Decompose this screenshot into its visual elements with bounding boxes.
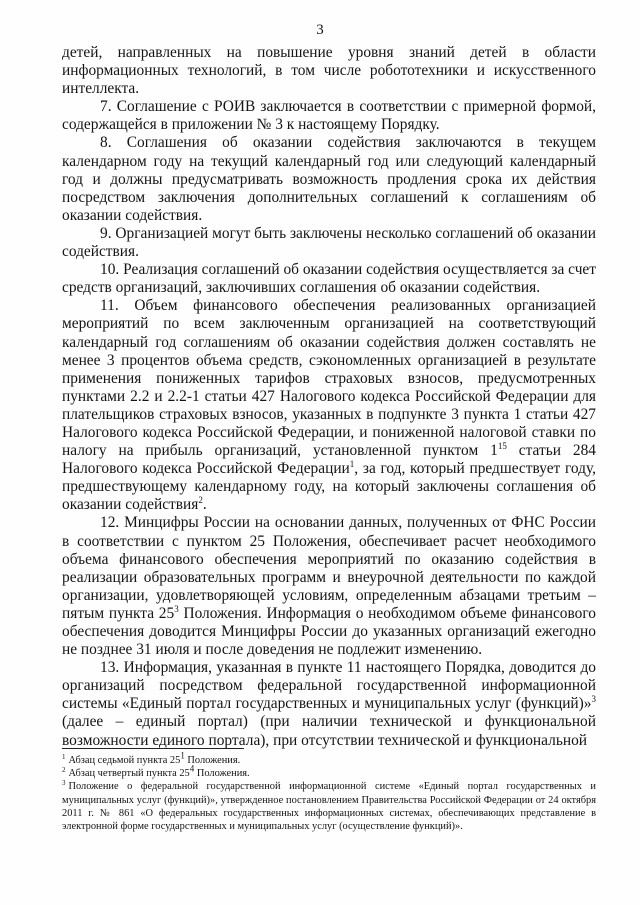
footnote-2-mark: 2 (62, 765, 66, 774)
footnote-1-text-2: Положения. (184, 755, 241, 766)
footnote-1 (62, 750, 596, 767)
footnote-ref-2: 2 (198, 495, 203, 506)
paragraph-13 (62, 659, 596, 749)
paragraph-13-text-1: 13. Информация, указанная в пункте 11 настоящего Порядка, доводится до организаций посредством федеральной государственной информационной системы «Единый портал государственных и муниципальных услуг (функций)» (62, 659, 596, 713)
paragraph-11 (62, 297, 596, 514)
paragraph-12-text-2: Положения. Информация о необходимом объеме финансового обеспечения доводится Минцифры России до указанных организаций ежегодно не позднее 31 июля и после доведения не подлежит изменению. (62, 604, 596, 659)
footnote-ref-3: 3 (591, 694, 596, 705)
footnote-2-text-1: Абзац четвертый пункта 25 (68, 768, 190, 780)
footnote-ref-1: 1 (349, 459, 355, 470)
footnote-1-sup: 1 (180, 750, 185, 761)
paragraph-6-continuation: детей, направленных на повышение уровня знаний детей в области информационных технологий, в том числе робототехники и искусственного интеллекта. (62, 44, 596, 98)
paragraph-11-text-2: статьи 284 Налогового кодекса Российской Федерации (62, 442, 596, 478)
footnote-2-text-2: Положения. (194, 768, 250, 780)
superscript-3-point-25: 3 (174, 603, 179, 614)
footnote-3 (62, 780, 596, 833)
footnote-2-sup: 4 (189, 763, 195, 774)
document-body (62, 44, 596, 750)
paragraph-13-text-2: (далее – единый портал) (при наличии технической и функциональной возможности единого портала), при отсутствии технической и функциональной (62, 713, 596, 749)
footnote-3-mark: 3 (62, 778, 66, 787)
paragraph-11-text-4: . (202, 496, 207, 514)
footnote-2 (62, 763, 596, 780)
paragraph-9: 9. Организацией могут быть заключены несколько соглашений об оказании содействия. (62, 224, 596, 261)
footnote-divider (62, 748, 244, 749)
paragraph-11-text-1: 11. Объем финансового обеспечения реализованных организацией мероприятий по всем заключенным организацией на соответствующий календарный год соглашениям об оказании содействия должен составлять не менее 3 процентов объема средств, сэкономленных организацией в результате применения пониженных тарифов страховых взносов, предусмотренных пунктами 2.2 и 2.2-1 статьи 427 Налогового кодекса Российской Федерации для плательщиков страховых взносов, указанных в подпункте 3 пункта 1 статьи 427 Налогового кодекса Российской Федерации, и пониженной налоговой ставки по налогу на прибыль организаций, установленной пунктом 1 (62, 297, 596, 460)
footnote-1-text-1: Абзац седьмой пункта 25 (68, 755, 181, 766)
footnotes (62, 750, 596, 833)
superscript-15: 15 (497, 440, 507, 451)
paragraph-12-text-1: 12. Минцифры России на основании данных, полученных от ФНС России в соответствии с пунктом 25 Положения, обеспечивает расчет необходимого объема финансового обеспечения мероприятий по оказанию содействия в реализации образовательных программ и внеурочной деятельности по каждой организации, удовлетворяющей условиям, определенным абзацами третьим – пятым пункта 25 (62, 514, 596, 622)
paragraph-8: 8. Соглашения об оказании содействия заключаются в текущем календарном году на текущий календарный год или следующий календарный год и должны предусматривать возможность продления срока их действия посредством заключения дополнительных соглашений к соглашениям об оказании содействия. (62, 134, 596, 224)
paragraph-10: 10. Реализация соглашений об оказании содействия осуществляется за счет средств организаций, заключивших соглашения об оказании содействия. (62, 261, 596, 297)
page-number: 3 (316, 22, 324, 38)
paragraph-7: 7. Соглашение с РОИВ заключается в соответствии с примерной формой, содержащейся в приложении № 3 к настоящему Порядку. (62, 98, 596, 134)
footnote-1-mark: 1 (62, 752, 66, 761)
paragraph-11-text-3: , за год, который предшествует году, предшествующему календарному году, на который заключены соглашения об оказании содействия (62, 460, 596, 514)
footnote-3-text: Положение о федеральной государственной информационной системе «Единый портал государственных и муниципальных услуг (функций)», утвержденное постановлением Правительства Российской Федерации от 24 октября 2011 г. № 861 «О федеральных государственных информационных системах, обеспечивающих представление в электронной форме государственных и муниципальных услуг (осуществление функций)». (62, 781, 596, 833)
paragraph-12 (62, 514, 596, 659)
